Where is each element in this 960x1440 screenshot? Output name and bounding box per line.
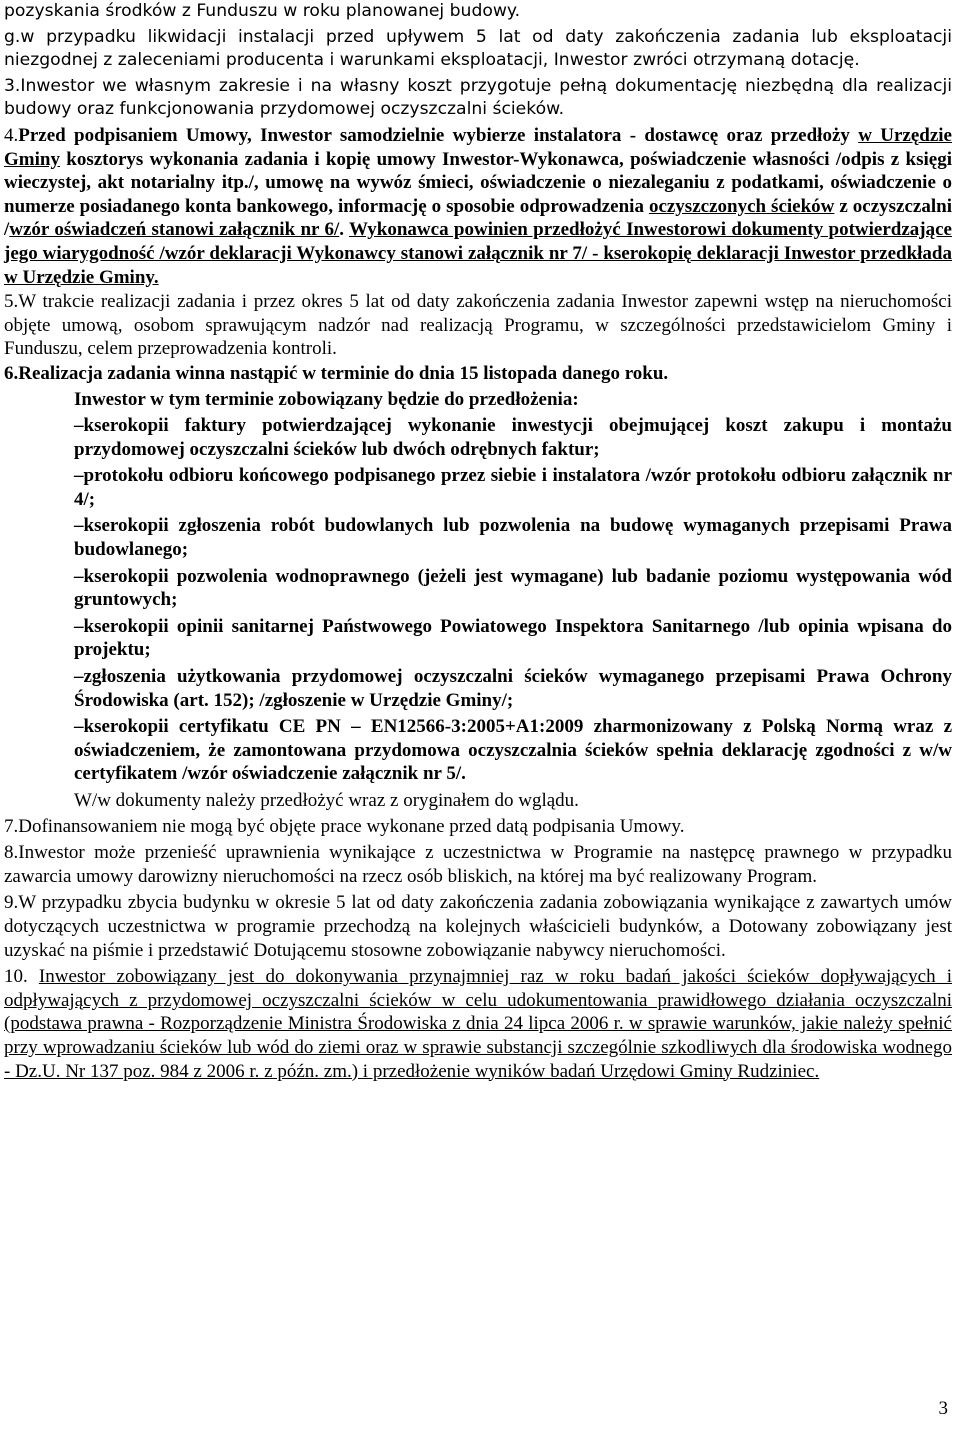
paragraph-4-underline-3: wzór oświadczeń stanowi załącznik nr 6/ xyxy=(9,219,340,241)
paragraph-4-text-2: kosztorys wykonania zadania i kopię umowy Inwestor-Wykonawca, poświadczenie własności /odpis z księgi wieczystej, akt notarialny itp./, umowę na wywóz śmieci, oświadczenie o niezaleganiu z podatkami, oświadczenie o numerze posiadanego konta bankowego, informację o sposobie odprowadzenia xyxy=(4,148,952,217)
paragraph-3: 3.Inwestor we własnym zakresie i na własny koszt przygotuje pełną dokumentację niezbędną dla realizacji budowy oraz funkcjonowania przydomowej oczyszczalni ścieków. xyxy=(4,75,952,120)
list-item-text: kserokopii faktury potwierdzającej wykonanie inwestycji obejmującej koszt zakupu i montażu przydomowej oczyszczalni ścieków lub dwóch odrębnych faktur; xyxy=(74,415,952,460)
dash-bullet: – xyxy=(74,615,84,637)
list-item xyxy=(4,665,952,712)
dash-bullet: – xyxy=(74,465,84,487)
paragraph-4-text-1: Przed podpisaniem Umowy, Inwestor samodzielnie wybierze instalatora - dostawcę oraz przedłoży xyxy=(18,124,859,146)
list-item xyxy=(4,514,952,561)
paragraph-g: g.w przypadku likwidacji instalacji przed upływem 5 lat od daty zakończenia zadania lub eksploatacji niezgodnej z zaleceniami producenta i warunkami eksploatacji, Inwestor zwróci otrzymaną dotację. xyxy=(4,26,952,71)
paragraph-5: 5.W trakcie realizacji zadania i przez okres 5 lat od daty zakończenia zadania Inwestor zapewni wstęp na nieruchomości objęte umową, osobom sprawującym nadzór nad realizacją Programu, w szczególności przedstawicielom Gminy i Funduszu, celem przeprowadzenia kontroli. xyxy=(4,291,952,360)
list-item xyxy=(4,715,952,786)
paragraph-8: 8.Inwestor może przenieść uprawnienia wynikające z uczestnictwa w Programie na następcę prawnego w przypadku zawarcia umowy darowizny nieruchomości na rzecz osób bliskich, na której ma być realizowany Program. xyxy=(4,842,952,887)
paragraph-10 xyxy=(4,965,952,1083)
document-page xyxy=(4,0,952,1083)
paragraph-10-number: 10. xyxy=(4,966,39,988)
dash-bullet: – xyxy=(74,565,84,587)
paragraph-4-underline-4: Wykonawca powinien przedłożyć Inwestorowi dokumenty potwierdzające jego wiarygodność /wzór deklaracji Wykonawcy stanowi załącznik nr 7/ - kserokopię deklaracji Inwestor przedkłada w Urzędzie Gminy. xyxy=(4,219,952,288)
paragraph-9: 9.W przypadku zbycia budynku w okresie 5 lat od daty zakończenia zadania zobowiązania wynikające z zawartych umów dotyczących uczestnictwa w programie przechodzą na kolejnych właścicieli budynków, a Dotowany zobowiązany jest uzyskać na piśmie i przedstawić Dotującemu stosowne zobowiązanie nabywcy nieruchomości. xyxy=(4,892,952,961)
required-documents-list xyxy=(4,414,952,786)
list-item-text: zgłoszenia użytkowania przydomowej oczyszczalni ścieków wymaganego przepisami Prawa Ochrony Środowiska (art. 152); /zgłoszenie w Urzędzie Gminy/; xyxy=(74,666,952,711)
dash-bullet: – xyxy=(74,666,84,688)
paragraph-4-text-4: . xyxy=(339,219,349,241)
list-item-text: kserokopii pozwolenia wodnoprawnego (jeżeli jest wymagane) lub badanie poziomu występowania wód gruntowych; xyxy=(74,565,952,611)
list-item-text: kserokopii certyfikatu CE PN – EN12566-3:2005+A1:2009 zharmonizowany z Polską Normą wraz z oświadczeniem, że zamontowana przydomowa oczyszczalnia ścieków spełnia deklarację zgodności z w/w certyfikatem /wzór oświadczenie załącznik nr 5/. xyxy=(74,716,952,785)
list-item xyxy=(4,414,952,461)
paragraph-10-text: Inwestor zobowiązany jest do dokonywania przynajmniej raz w roku badań jakości ścieków dopływających i odpływających z przydomowej oczyszczalni ścieków w celu udokumentowania prawidłowego działania oczyszczalni (podstawa prawna - Rozporządzenie Ministra Środowiska z dnia 24 lipca 2006 r. w sprawie warunków, jakie należy spełnić przy wprowadzaniu ścieków lub wód do ziemi oraz w sprawie substancji szczególnie szkodliwych dla środowiska wodnego - Dz.U. Nr 137 poz. 984 z 2006 r. z późn. zm.) i przedłożenie wyników badań Urzędowi Gminy Rudziniec. xyxy=(4,966,953,1082)
dash-bullet: – xyxy=(74,515,84,537)
paragraph-4-underline-1: w Urzędzie Gminy xyxy=(4,124,952,170)
list-item-text: kserokopii zgłoszenia robót budowlanych lub pozwolenia na budowę wymaganych przepisami Prawa budowlanego; xyxy=(74,515,952,561)
paragraph-4-text-3: z oczyszczalni / xyxy=(4,195,952,241)
list-item xyxy=(4,565,952,612)
list-item-text: protokołu odbioru końcowego podpisanego przez siebie i instalatora /wzór protokołu odbioru załącznik nr 4/; xyxy=(74,465,952,510)
paragraph-4-underline-2: oczyszczonych ścieków xyxy=(648,195,835,217)
paragraph-6-note: W/w dokumenty należy przedłożyć wraz z oryginałem do wglądu. xyxy=(74,790,579,811)
dash-bullet: – xyxy=(74,716,84,738)
list-item xyxy=(4,464,952,511)
list-item-text: kserokopii opinii sanitarnej Państwowego Powiatowego Inspektora Sanitarnego /lub opinia wpisana do projektu; xyxy=(74,615,952,661)
paragraph-4 xyxy=(4,124,952,289)
paragraph-4-number: 4. xyxy=(4,124,19,146)
page-number: 3 xyxy=(938,1398,948,1419)
dash-bullet: – xyxy=(74,415,84,437)
paragraph-continuation: pozyskania środków z Funduszu w roku planowanej budowy. xyxy=(4,1,521,21)
list-item xyxy=(4,615,952,662)
paragraph-6-intro: Inwestor w tym terminie zobowiązany będzie do przedłożenia: xyxy=(74,388,579,410)
paragraph-7: 7.Dofinansowaniem nie mogą być objęte prace wykonane przed datą podpisania Umowy. xyxy=(4,815,685,837)
paragraph-6-title: 6.Realizacja zadania winna nastąpić w terminie do dnia 15 listopada danego roku. xyxy=(4,362,669,384)
